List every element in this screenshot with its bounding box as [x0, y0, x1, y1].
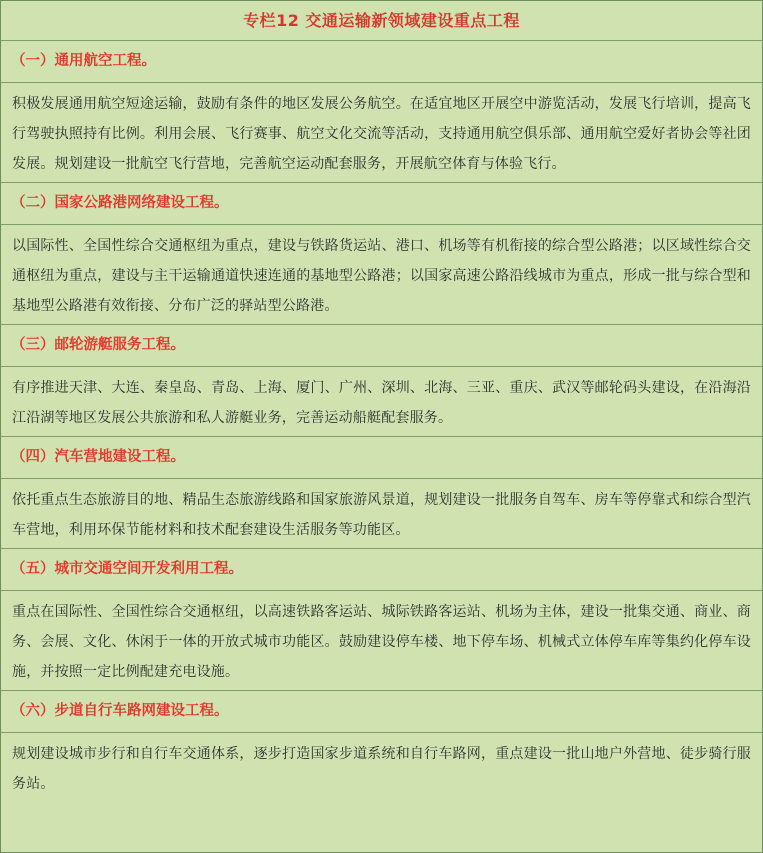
section-heading-5: （五）城市交通空间开发利用工程。: [1, 549, 762, 591]
section-heading-4: （四）汽车营地建设工程。: [1, 437, 762, 479]
box-title: 专栏12 交通运输新领域建设重点工程: [1, 1, 762, 41]
section-body-5: 重点在国际性、全国性综合交通枢纽，以高速铁路客运站、城际铁路客运站、机场为主体，建设一批集交通、商业、商务、会展、文化、休闲于一体的开放式城市功能区。鼓励建设停车楼、地下停车场、机械式立体停车库等集约化停车设施，并按照一定比例配建充电设施。: [1, 591, 762, 691]
section-body-3: 有序推进天津、大连、秦皇岛、青岛、上海、厦门、广州、深圳、北海、三亚、重庆、武汉等邮轮码头建设，在沿海沿江沿湖等地区发展公共旅游和私人游艇业务，完善运动船艇配套服务。: [1, 367, 762, 437]
section-body-4: 依托重点生态旅游目的地、精品生态旅游线路和国家旅游风景道，规划建设一批服务自驾车、房车等停靠式和综合型汽车营地，利用环保节能材料和技术配套建设生活服务等功能区。: [1, 479, 762, 549]
section-body-2: 以国际性、全国性综合交通枢纽为重点，建设与铁路货运站、港口、机场等有机衔接的综合型公路港；以区域性综合交通枢纽为重点，建设与主干运输通道快速连通的基地型公路港；以国家高速公路沿线城市为重点，形成一批与综合型和基地型公路港有效衔接、分布广泛的驿站型公路港。: [1, 225, 762, 325]
section-heading-6: （六）步道自行车路网建设工程。: [1, 691, 762, 733]
section-body-1: 积极发展通用航空短途运输，鼓励有条件的地区发展公务航空。在适宜地区开展空中游览活动，发展飞行培训，提高飞行驾驶执照持有比例。利用会展、飞行赛事、航空文化交流等活动，支持通用航空俱乐部、通用航空爱好者协会等社团发展。规划建设一批航空飞行营地，完善航空运动配套服务，开展航空体育与体验飞行。: [1, 83, 762, 183]
section-heading-3: （三）邮轮游艇服务工程。: [1, 325, 762, 367]
section-body-6: 规划建设城市步行和自行车交通体系，逐步打造国家步道系统和自行车路网，重点建设一批山地户外营地、徒步骑行服务站。: [12, 746, 751, 792]
section-heading-1: （一）通用航空工程。: [1, 41, 762, 83]
section-heading-2: （二）国家公路港网络建设工程。: [1, 183, 762, 225]
